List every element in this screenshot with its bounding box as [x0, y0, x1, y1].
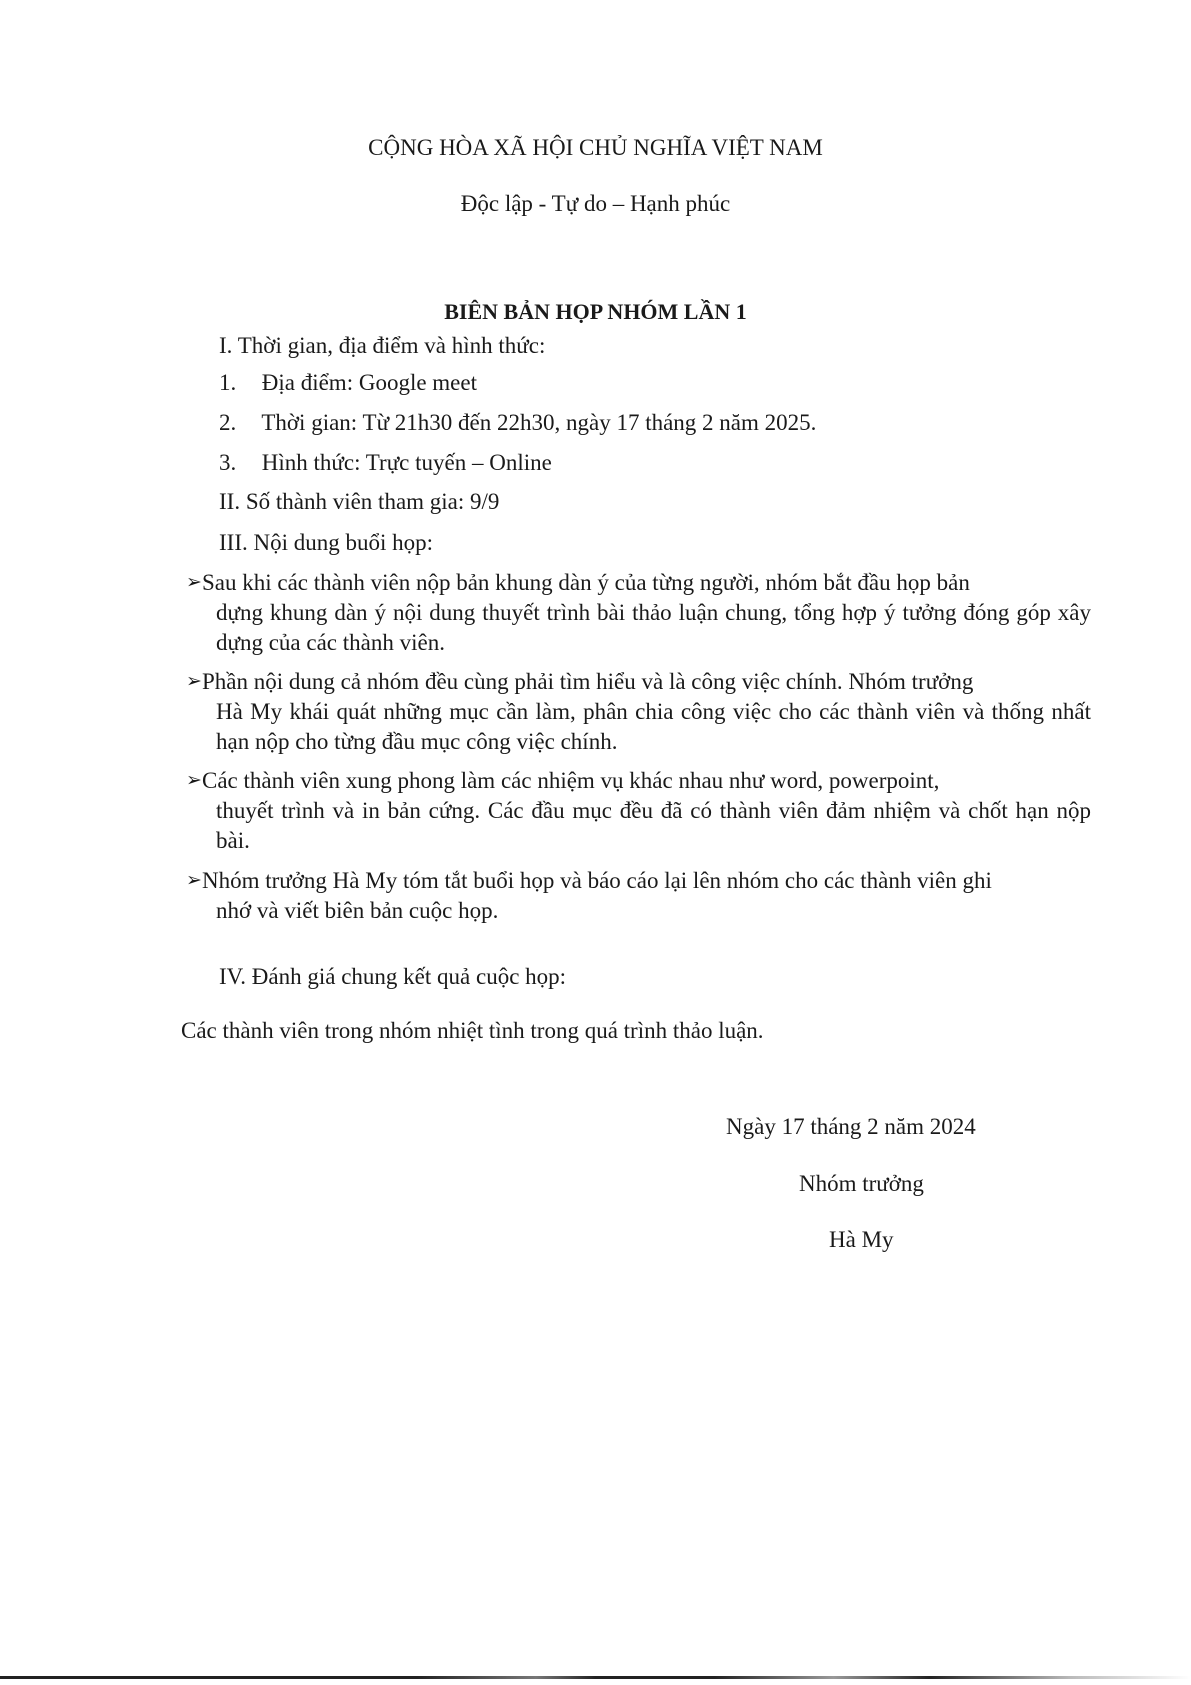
arrowhead-bullet-icon: ➢: [186, 770, 202, 791]
list-item-time: [219, 408, 816, 438]
bullet-continuation-text: nhớ và viết biên bản cuộc họp.: [216, 898, 499, 923]
bullet-lead-text: Các thành viên xung phong làm các nhiệm vụ khác nhau như word, powerpoint,: [202, 768, 940, 793]
document-title: BIÊN BẢN HỌP NHÓM LẦN 1: [444, 299, 747, 324]
signature-date: Ngày 17 tháng 2 năm 2024: [726, 1114, 976, 1139]
list-item-text: Thời gian: Từ 21h30 đến 22h30, ngày 17 tháng 2 năm 2025.: [261, 410, 817, 435]
arrowhead-bullet-icon: ➢: [186, 572, 202, 593]
arrowhead-bullet-icon: ➢: [186, 870, 202, 891]
bullet-continuation-text: thuyết trình và in bản cứng. Các đầu mục đều đã có thành viên đảm nhiệm và chốt hạn nộp bài.: [216, 798, 1091, 853]
signature-role: Nhóm trưởng: [799, 1171, 924, 1196]
arrowhead-bullet-icon: ➢: [186, 671, 202, 692]
list-item-number: 1.: [219, 370, 237, 395]
list-item-number: 3.: [219, 450, 237, 475]
section-2-heading: II. Số thành viên tham gia: 9/9: [219, 489, 500, 514]
national-header: CỘNG HÒA XÃ HỘI CHỦ NGHĨA VIỆT NAM: [368, 135, 823, 160]
bullet-paragraph-2: [186, 667, 1091, 757]
bullet-paragraph-4: [186, 866, 1091, 926]
bullet-lead-text: Sau khi các thành viên nộp bản khung dàn ý của từng người, nhóm bắt đầu họp bản: [202, 570, 970, 595]
list-item-text: Hình thức: Trực tuyến – Online: [261, 450, 552, 475]
bullet-continuation-text: dựng khung dàn ý nội dung thuyết trình bài thảo luận chung, tổng hợp ý tưởng đóng góp xây dựng của các thành viên.: [216, 600, 1091, 655]
section-4-body: Các thành viên trong nhóm nhiệt tình trong quá trình thảo luận.: [181, 1018, 764, 1043]
list-item-format: [219, 448, 552, 478]
signature-name: Hà My: [829, 1227, 894, 1252]
bullet-paragraph-3: [186, 766, 1091, 856]
scan-edge-line: [0, 1676, 1191, 1679]
section-4-heading: IV. Đánh giá chung kết quả cuộc họp:: [219, 964, 567, 989]
bullet-continuation-text: Hà My khái quát những mục cần làm, phân chia công việc cho các thành viên và thống nhất hạn nộp cho từng đầu mục công việc chính.: [216, 699, 1091, 754]
bullet-lead-text: Nhóm trưởng Hà My tóm tắt buổi họp và báo cáo lại lên nhóm cho các thành viên ghi: [202, 868, 992, 893]
section-3-heading: III. Nội dung buổi họp:: [219, 530, 434, 555]
list-item-location: [219, 368, 477, 398]
list-item-text: Địa điểm: Google meet: [261, 370, 477, 395]
national-motto: Độc lập - Tự do – Hạnh phúc: [460, 191, 731, 216]
bullet-lead-text: Phần nội dung cả nhóm đều cùng phải tìm hiểu và là công việc chính. Nhóm trưởng: [202, 669, 974, 694]
list-item-number: 2.: [219, 410, 237, 435]
section-1-heading: I. Thời gian, địa điểm và hình thức:: [219, 333, 546, 358]
bullet-paragraph-1: [186, 568, 1091, 658]
